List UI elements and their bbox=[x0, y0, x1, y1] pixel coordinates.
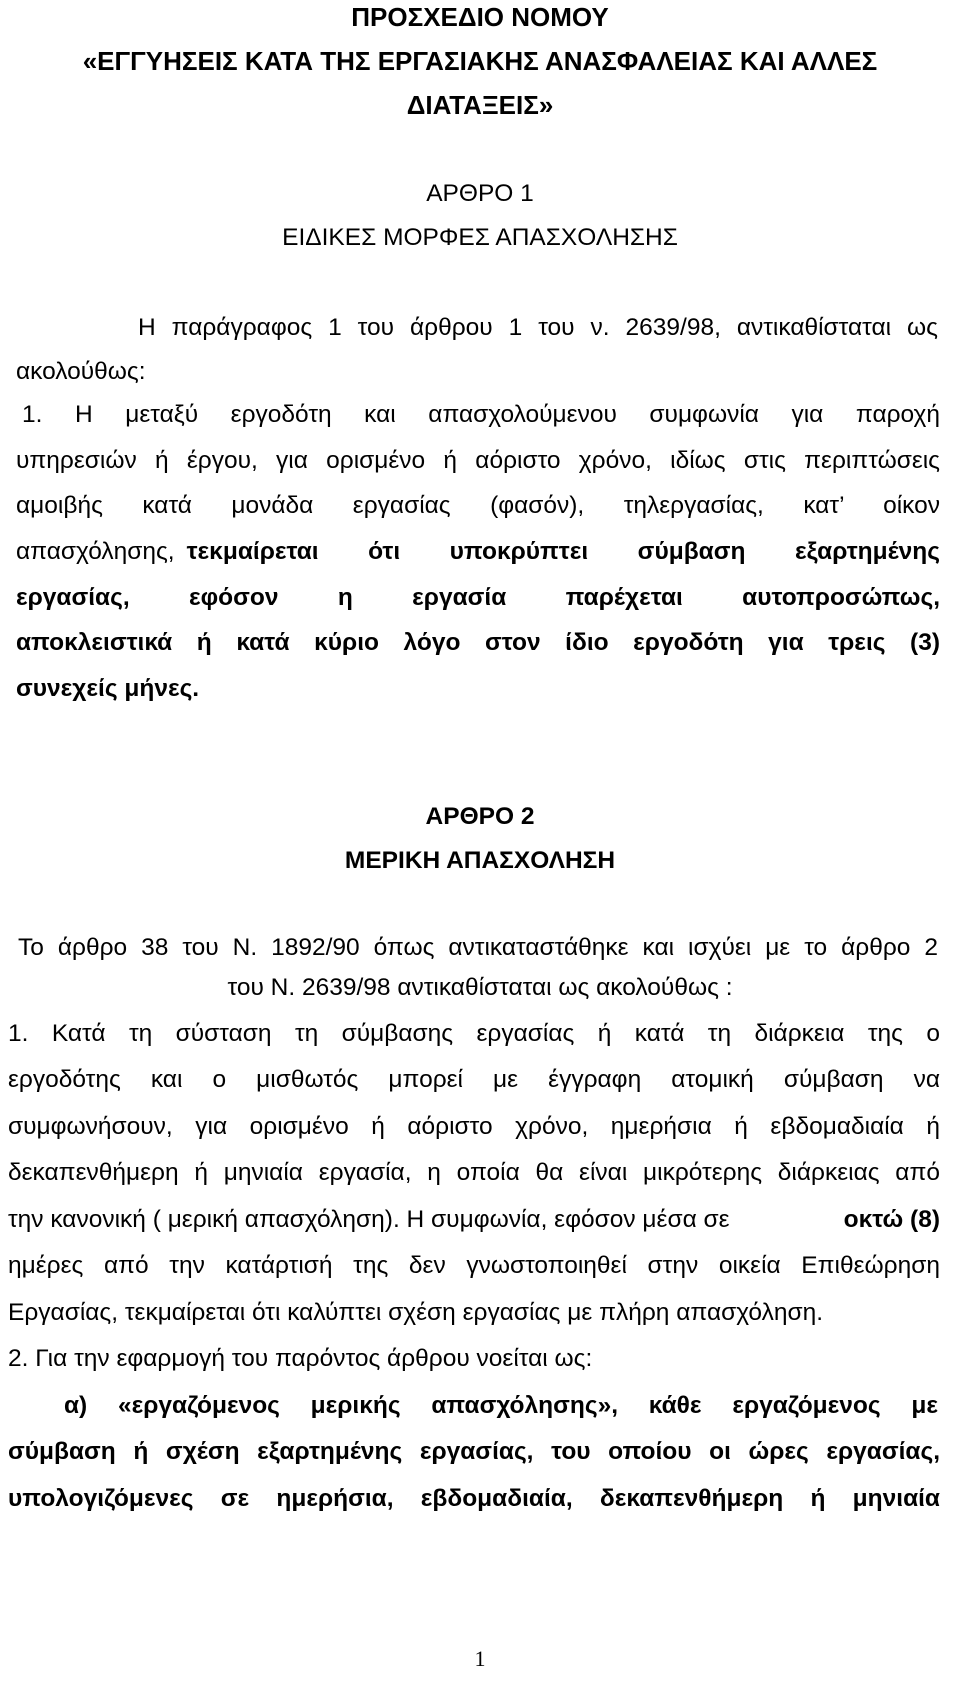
doc-title-line-3: ΔΙΑΤΑΞΕΙΣ» bbox=[406, 90, 554, 120]
article2-para2a-line-2: σύμβαση ή σχέση εξαρτημένης εργασίας, του οποίου οι ώρες εργασίας, bbox=[8, 1438, 940, 1465]
article2-para1-line-6: ημέρες από την κατάρτισή της δεν γνωστοποιηθεί στην οικεία Επιθεώρηση bbox=[8, 1252, 940, 1279]
article1-para1-line-1: 1. Η μεταξύ εργοδότη και απασχολούμενου συμφωνία για παροχή bbox=[22, 401, 940, 428]
article2-intro-line-1: Το άρθρο 38 του Ν. 1892/90 όπως αντικαταστάθηκε και ισχύει με το άρθρο 2 bbox=[18, 934, 938, 961]
article1-para1-line-4-normal: απασχόλησης, bbox=[16, 538, 175, 565]
article2-para1-line-5 bbox=[8, 1208, 940, 1233]
article2-para1-line-2: εργοδότης και ο μισθωτός μπορεί με έγγραφη ατομική σύμβαση να bbox=[8, 1066, 940, 1093]
doc-title-line-1: ΠΡΟΣΧΕΔΙΟ ΝΟΜΟΥ bbox=[351, 2, 609, 32]
article2-para1-line-3: συμφωνήσουν, για ορισμένο ή αόριστο χρόνο, ημερήσια ή εβδομαδιαία ή bbox=[8, 1113, 940, 1140]
article2-subheading: ΜΕΡΙΚΗ ΑΠΑΣΧΟΛΗΣΗ bbox=[344, 847, 616, 874]
article1-heading: ΑΡΘΡΟ 1 bbox=[426, 180, 534, 207]
article2-para2a-line-3: υπολογιζόμενες σε ημερήσια, εβδομαδιαία, δεκαπενθήμερη ή μηνιαία bbox=[8, 1485, 940, 1512]
article1-para1-bold-line-1: τεκμαίρεται ότι υποκρύπτει σύμβαση εξαρτημένης bbox=[186, 538, 940, 565]
article1-para1-bold-line-3: αποκλειστικά ή κατά κύριο λόγο στον ίδιο εργοδότη για τρεις (3) bbox=[16, 629, 940, 656]
article2-para2a-line-1: α) «εργαζόμενος μερικής απασχόλησης», κάθε εργαζόμενος με bbox=[64, 1392, 938, 1419]
article2-para1-line-1: 1. Κατά τη σύσταση τη σύμβασης εργασίας ή κατά τη διάρκεια της ο bbox=[8, 1020, 940, 1047]
article2-para1-line-5-normal: την κανονική ( μερική απασχόληση). Η συμφωνία, εφόσον μέσα σε bbox=[8, 1206, 730, 1233]
page-number: 1 bbox=[474, 1646, 486, 1671]
article1-para1-bold-line-4: συνεχείς μήνες. bbox=[16, 675, 200, 702]
article2-para1-line-7: Εργασίας, τεκμαίρεται ότι καλύπτει σχέση εργασίας με πλήρη απασχόληση. bbox=[8, 1299, 824, 1326]
article1-intro-line-2: ακολούθως: bbox=[16, 358, 146, 385]
article2-intro-line-2: του Ν. 2639/98 αντικαθίσταται ως ακολούθως : bbox=[227, 974, 733, 1001]
article2-heading: ΑΡΘΡΟ 2 bbox=[425, 803, 535, 830]
article1-para1-line-2: υπηρεσιών ή έργου, για ορισμένο ή αόριστο χρόνο, ιδίως στις περιπτώσεις bbox=[16, 447, 940, 474]
article2-para1-line-5-bold: οκτώ (8) bbox=[843, 1206, 940, 1233]
article2-para2: 2. Για την εφαρμογή του παρόντος άρθρου νοείται ως: bbox=[8, 1345, 593, 1372]
doc-title-line-2: «ΕΓΓΥΗΣΕΙΣ ΚΑΤΑ ΤΗΣ ΕΡΓΑΣΙΑΚΗΣ ΑΝΑΣΦΑΛΕΙΑΣ ΚΑΙ ΑΛΛΕΣ bbox=[82, 46, 878, 76]
article1-intro-line-1: Η παράγραφος 1 του άρθρου 1 του ν. 2639/98, αντικαθίσταται ως bbox=[138, 314, 938, 341]
article1-para1-bold-line-2: εργασίας, εφόσον η εργασία παρέχεται αυτοπροσώπως, bbox=[16, 584, 940, 611]
article2-para1-line-4: δεκαπενθήμερη ή μηνιαία εργασία, η οποία θα είναι μικρότερης διάρκειας από bbox=[8, 1159, 940, 1186]
article1-para1-line-4 bbox=[16, 540, 940, 565]
article1-subheading: ΕΙΔΙΚΕΣ ΜΟΡΦΕΣ ΑΠΑΣΧΟΛΗΣΗΣ bbox=[282, 224, 678, 251]
article1-para1-line-3: αμοιβής κατά μονάδα εργασίας (φασόν), τηλεργασίας, κατ’ οίκον bbox=[16, 492, 940, 519]
